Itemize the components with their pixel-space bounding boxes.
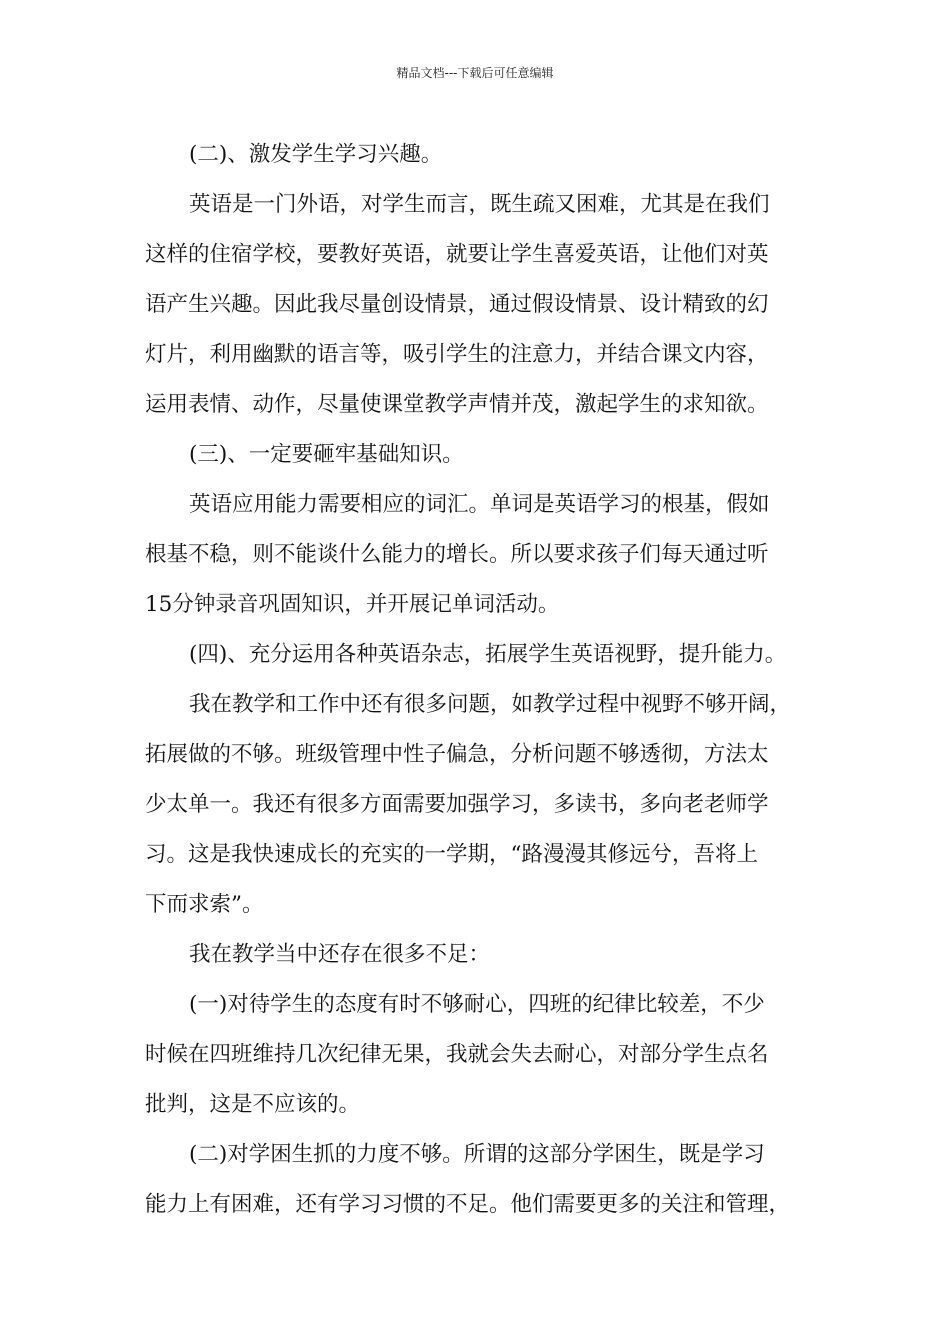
document-body: [145, 130, 825, 1230]
paragraph-line: 拓展做的不够。班级管理中性子偏急，分析问题不够透彻，方法太: [145, 742, 769, 767]
paragraph-line: 15分钟录音巩固知识，并开展记单词活动。: [145, 592, 560, 617]
page-header: 精品文档---下载后可任意编辑: [396, 66, 554, 80]
paragraph-line: 这样的住宿学校，要教好英语，就要让学生喜爱英语，让他们对英: [145, 242, 769, 267]
paragraph-line: 我在教学当中还存在很多不足：: [189, 942, 491, 967]
paragraph-line: 语产生兴趣。因此我尽量创设情景，通过假设情景、设计精致的幻: [145, 292, 769, 317]
paragraph-line: 我在教学和工作中还有很多问题，如教学过程中视野不够开阔，: [189, 692, 792, 717]
paragraph-line: (二)对学困生抓的力度不够。所谓的这部分学困生，既是学习: [189, 1142, 765, 1167]
paragraph-line: 时候在四班维持几次纪律无果，我就会失去耐心，对部分学生点名: [145, 1042, 769, 1067]
paragraph-line: 习。这是我快速成长的充实的一学期，“路漫漫其修远兮，吾将上: [145, 842, 758, 867]
paragraph-line: 批判，这是不应该的。: [145, 1092, 361, 1117]
paragraph-line: 灯片，利用幽默的语言等，吸引学生的注意力，并结合课文内容，: [145, 342, 769, 367]
paragraph-line: 能力上有困难，还有学习习惯的不足。他们需要更多的关注和管理，: [145, 1192, 791, 1217]
paragraph-line: (一)对待学生的态度有时不够耐心，四班的纪律比较差，不少: [189, 992, 765, 1017]
paragraph-line: 英语是一门外语，对学生而言，既生疏又困难，尤其是在我们: [189, 192, 770, 217]
paragraph-line: 少太单一。我还有很多方面需要加强学习，多读书，多向老老师学: [145, 792, 769, 817]
section-heading-4: (四)、充分运用各种英语杂志，拓展学生英语视野，提升能力。: [189, 642, 787, 667]
section-heading-3: (三)、一定要砸牢基础知识。: [189, 442, 464, 467]
paragraph-line: 运用表情、动作，尽量使课堂教学声情并茂，激起学生的求知欲。: [145, 392, 769, 417]
paragraph-line: 下而求索”。: [145, 892, 264, 917]
section-heading-2: (二)、激发学生学习兴趣。: [189, 142, 443, 167]
paragraph-line: 根基不稳，则不能谈什么能力的增长。所以要求孩子们每天通过听: [145, 542, 769, 567]
paragraph-line: 英语应用能力需要相应的词汇。单词是英语学习的根基，假如: [189, 492, 770, 517]
